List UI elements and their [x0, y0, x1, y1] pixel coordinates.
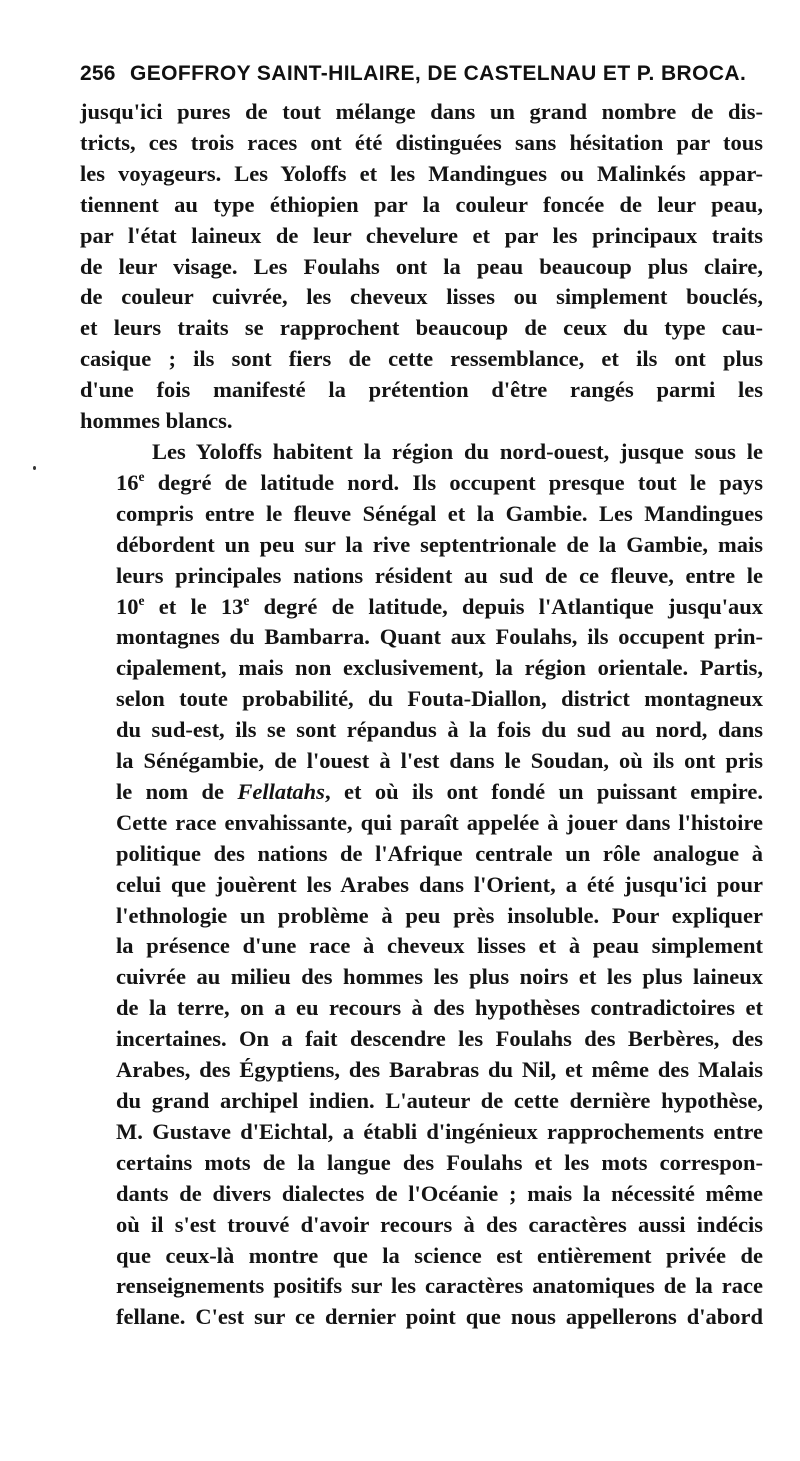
text-line: M. Gustave d'Eichtal, a établi d'ingénieux rapprochements entre [116, 1118, 763, 1144]
page-header [80, 62, 770, 94]
text-line: fellane. C'est sur ce dernier point que nous appellerons d'abord [116, 1304, 763, 1330]
text-fragment: degré de latitude nord. Ils occupent presque tout le pays [144, 469, 763, 495]
text-line: les voyageurs. Les Yoloffs et les Mandingues ou Malinkés appar- [80, 160, 763, 186]
text-line: certains mots de la langue des Foulahs et les mots correspon- [116, 1149, 763, 1175]
text-line: où il s'est trouvé d'avoir recours à des caractères aussi indécis [116, 1211, 763, 1237]
text-line: incertaines. On a fait descendre les Foulahs des Berbères, des [116, 1026, 763, 1052]
text-line: dants de divers dialectes de l'Océanie ; mais la nécessité même [116, 1180, 763, 1206]
text-line: Les Yoloffs habitent la région du nord-ouest, jusque sous le [152, 438, 763, 464]
text-line: hommes blancs. [80, 408, 233, 434]
text-fragment: degré de latitude, depuis l'Atlantique jusqu'aux [249, 593, 764, 619]
text-line: tiennent au type éthiopien par la couleur foncée de leur peau, [80, 191, 763, 217]
text-line: celui que jouèrent les Arabes dans l'Orient, a été jusqu'ici pour [116, 871, 763, 897]
text-line: compris entre le fleuve Sénégal et la Gambie. Les Mandingues [116, 500, 763, 526]
text-line: d'une fois manifesté la prétention d'être rangés parmi les [80, 377, 763, 403]
text-line: cuivrée au milieu des hommes les plus noirs et les plus laineux [116, 964, 763, 990]
text-line: casique ; ils sont fiers de cette ressemblance, et ils ont plus [80, 346, 763, 372]
text-fragment: le nom de [116, 778, 238, 804]
text-line: de leur visage. Les Foulahs ont la peau beaucoup plus claire, [80, 253, 763, 279]
text-line: montagnes du Bambarra. Quant aux Foulahs, ils occupent prin- [116, 624, 763, 650]
text-fragment: , et où ils ont fondé un puissant empire. [324, 778, 763, 804]
degree-number: 16 [116, 469, 139, 495]
superscript: e [243, 592, 250, 608]
text-line: la présence d'une race à cheveux lisses et à peau simplement [116, 933, 763, 959]
text-line: renseignements positifs sur les caractères anatomiques de la race [116, 1273, 763, 1299]
page-number: 256 [80, 62, 116, 85]
text-fragment: et le 13 [144, 593, 244, 619]
superscript: e [138, 469, 145, 485]
text-line: la Sénégambie, de l'ouest à l'est dans le Soudan, où ils ont pris [116, 748, 763, 774]
text-line: jusqu'ici pures de tout mélange dans un grand nombre de dis- [80, 99, 763, 124]
text-line-with-italic [80, 777, 763, 808]
italic-term: Fellatahs [237, 778, 325, 804]
text-line-with-superscript [80, 468, 763, 499]
paragraph-1 [80, 97, 763, 437]
text-line: Arabes, des Égyptiens, des Barabras du Nil, et même des Malais [116, 1057, 763, 1083]
text-line-with-superscript [80, 592, 763, 623]
text-line: de la terre, on a eu recours à des hypothèses contradictoires et [116, 995, 763, 1021]
text-line: leurs principales nations résident au sud de ce fleuve, entre le [116, 562, 763, 588]
text-line: et leurs traits se rapprochent beaucoup de ceux du type cau- [80, 315, 763, 341]
text-line: Cette race envahissante, qui paraît appelée à jouer dans l'histoire [116, 809, 763, 835]
text-line: débordent un peu sur la rive septentrionale de la Gambie, mais [116, 531, 763, 557]
text-line: du sud-est, ils se sont répandus à la fois du sud au nord, dans [116, 717, 763, 743]
text-line: politique des nations de l'Afrique centrale un rôle analogue à [116, 840, 763, 866]
degree-number: 10 [116, 593, 139, 619]
text-line: cipalement, mais non exclusivement, la région orientale. Partis, [116, 655, 763, 681]
superscript: e [138, 592, 145, 608]
running-head: GEOFFROY SAINT-HILAIRE, DE CASTELNAU ET P. BROCA. [130, 62, 747, 85]
text-line: tricts, ces trois races ont été distinguées sans hésitation par tous [80, 129, 763, 155]
text-line: selon toute probabilité, du Fouta-Diallon, district montagneux [116, 686, 763, 712]
body-text [80, 97, 763, 1333]
text-line: que ceux-là montre que la science est entièrement privée de [116, 1242, 763, 1268]
text-line: l'ethnologie un problème à peu près insoluble. Pour expliquer [116, 902, 763, 928]
text-line: par l'état laineux de leur chevelure et par les principaux traits [80, 222, 763, 248]
paragraph-2 [80, 437, 763, 1333]
text-line: du grand archipel indien. L'auteur de cette dernière hypothèse, [116, 1088, 763, 1113]
text-line: de couleur cuivrée, les cheveux lisses ou simplement bouclés, [80, 284, 763, 310]
margin-mark [33, 466, 36, 470]
